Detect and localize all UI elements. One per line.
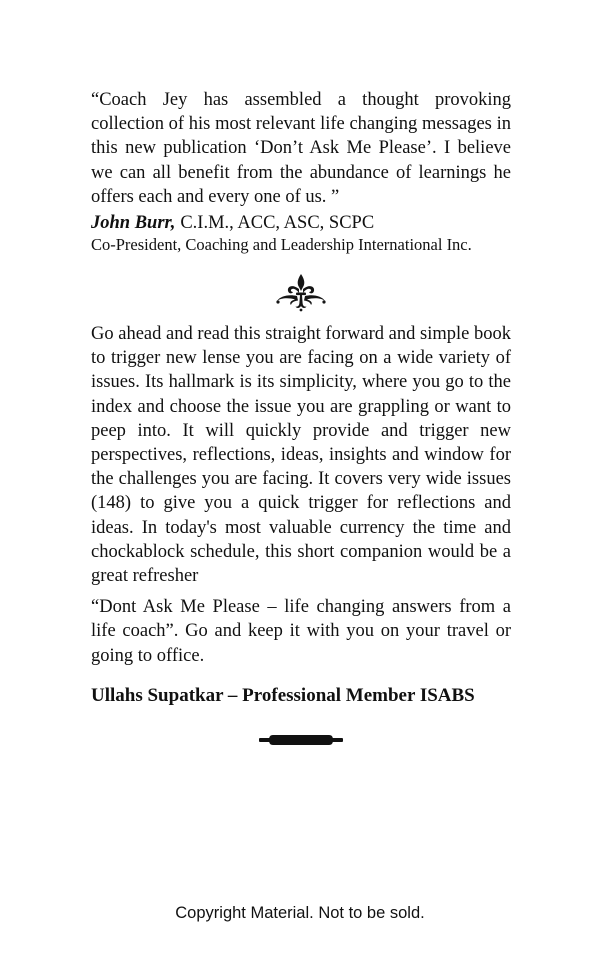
endorser-name: John Burr, xyxy=(91,213,176,234)
fleur-de-lis-flourish-icon xyxy=(275,272,327,312)
review-paragraph: Go ahead and read this straight forward and simple book to trigger new lense you are facing on a wide variety of issues. Its hallmark is its simplicity, where you go to the index and choose the issue you are grappling or want to peep into. It will quickly provide and trigger new perspectives, reflections, ideas, insights and window for the challenges you are facing. It covers very wide issues (148) to give you a quick trigger for reflections and ideas. In today's most valuable currency the time and chockablock schedule, this short companion would be a great refresher xyxy=(91,324,511,587)
reviewer-signature: Ullahs Supatkar – Professional Member ISABS xyxy=(91,684,475,706)
recommendation-paragraph: “Dont Ask Me Please – life changing answers from a life coach”. Go and keep it with you on your travel or going to office. xyxy=(91,597,511,666)
endorser-credentials: C.I.M., ACC, ASC, SCPC xyxy=(180,213,375,234)
bar-divider-icon xyxy=(259,733,343,747)
copyright-notice: Copyright Material. Not to be sold. xyxy=(175,904,425,922)
page-content xyxy=(91,88,511,747)
endorsement-quote: “Coach Jey has assembled a thought provoking collection of his most relevant life changing messages in this new publication ‘Don’t Ask Me Please’. I believe we can all benefit from the abundance of learnings he offers each and every one of us. ” xyxy=(91,90,511,207)
endorsement-attribution xyxy=(91,211,511,235)
endorser-organization: Co-President, Coaching and Leadership International Inc. xyxy=(91,235,472,255)
